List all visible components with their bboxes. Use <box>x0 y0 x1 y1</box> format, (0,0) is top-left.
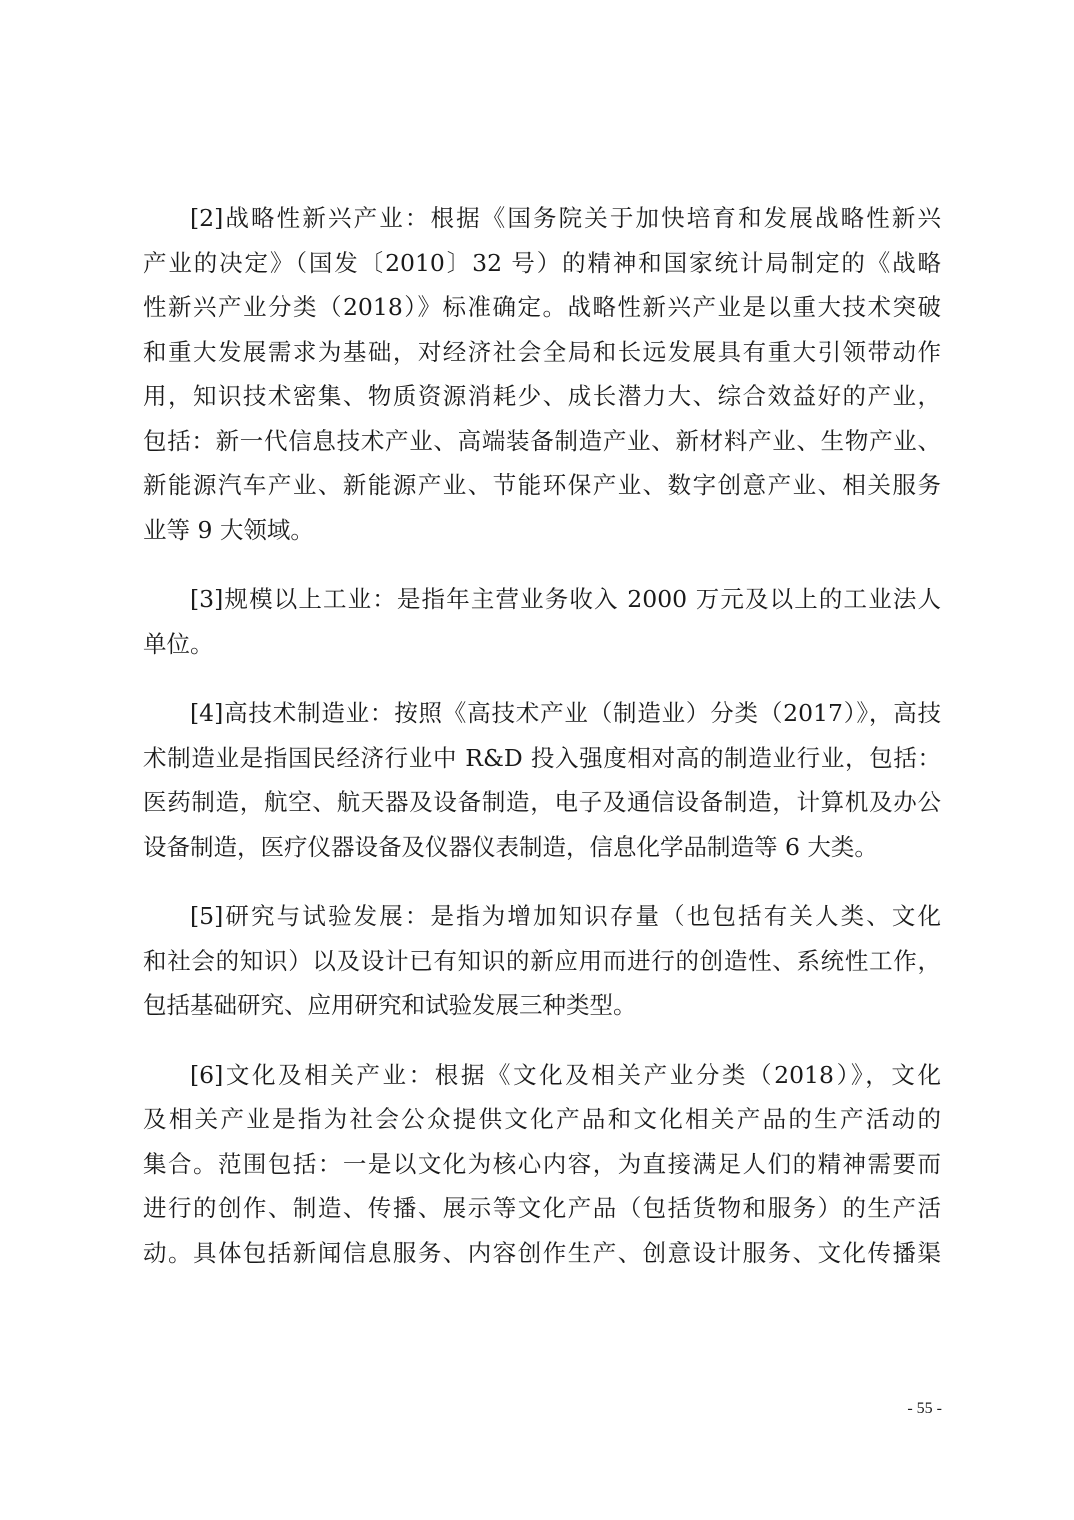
footnote-2 <box>143 196 941 552</box>
text-line: 用，知识技术密集、物质资源消耗少、成长潜力大、综合效益好的产业， <box>143 382 941 410</box>
text-line: 进行的创作、制造、传播、展示等文化产品（包括货物和服务）的生产活 <box>143 1194 941 1222</box>
text-line: [4]高技术制造业：按照《高技术产业（制造业）分类（2017）》，高技 <box>190 699 941 727</box>
text-line: 动。具体包括新闻信息服务、内容创作生产、创意设计服务、文化传播渠 <box>143 1238 941 1267</box>
text-line: 包括：新一代信息技术产业、高端装备制造产业、新材料产业、生物产业、 <box>143 426 941 455</box>
footnote-5 <box>143 894 941 1028</box>
text-line: 新能源汽车产业、新能源产业、节能环保产业、数字创意产业、相关服务 <box>143 471 941 499</box>
text-line: 医药制造，航空、航天器及设备制造，电子及通信设备制造，计算机及办公 <box>143 788 941 816</box>
text-line: [3]规模以上工业：是指年主营业务收入 2000 万元及以上的工业法人 <box>190 585 941 613</box>
footnotes-body <box>143 196 941 1275</box>
text-line: [5]研究与试验发展：是指为增加知识存量（也包括有关人类、文化 <box>190 902 941 930</box>
text-line: 包括基础研究、应用研究和试验发展三种类型。 <box>143 991 637 1019</box>
text-line: 性新兴产业分类（2018）》标准确定。战略性新兴产业是以重大技术突破 <box>143 293 941 321</box>
footnote-6 <box>143 1053 941 1276</box>
text-line: 设备制造，医疗仪器设备及仪器仪表制造，信息化学品制造等 6 大类。 <box>143 832 878 861</box>
text-line: 和重大发展需求为基础，对经济社会全局和长远发展具有重大引领带动作 <box>143 337 941 366</box>
footnote-4 <box>143 691 941 869</box>
text-line: 业等 9 大领域。 <box>143 515 314 544</box>
text-line: 及相关产业是指为社会公众提供文化产品和文化相关产品的生产活动的 <box>143 1105 941 1133</box>
text-line: 术制造业是指国民经济行业中 R&D 投入强度相对高的制造业行业，包括： <box>143 743 941 772</box>
footnote-3 <box>143 577 941 666</box>
text-line: [2]战略性新兴产业：根据《国务院关于加快培育和发展战略性新兴 <box>190 204 941 232</box>
page-number: - 55 - <box>907 1400 942 1417</box>
text-line: 单位。 <box>143 629 214 658</box>
text-line: 和社会的知识）以及设计已有知识的新应用而进行的创造性、系统性工作， <box>143 946 941 975</box>
text-line: 产业的决定》（国发〔2010〕32 号）的精神和国家统计局制定的《战略 <box>143 248 941 277</box>
text-line: 集合。范围包括：一是以文化为核心内容，为直接满足人们的精神需要而 <box>143 1149 941 1178</box>
text-line: [6]文化及相关产业：根据《文化及相关产业分类（2018）》，文化 <box>190 1060 941 1089</box>
